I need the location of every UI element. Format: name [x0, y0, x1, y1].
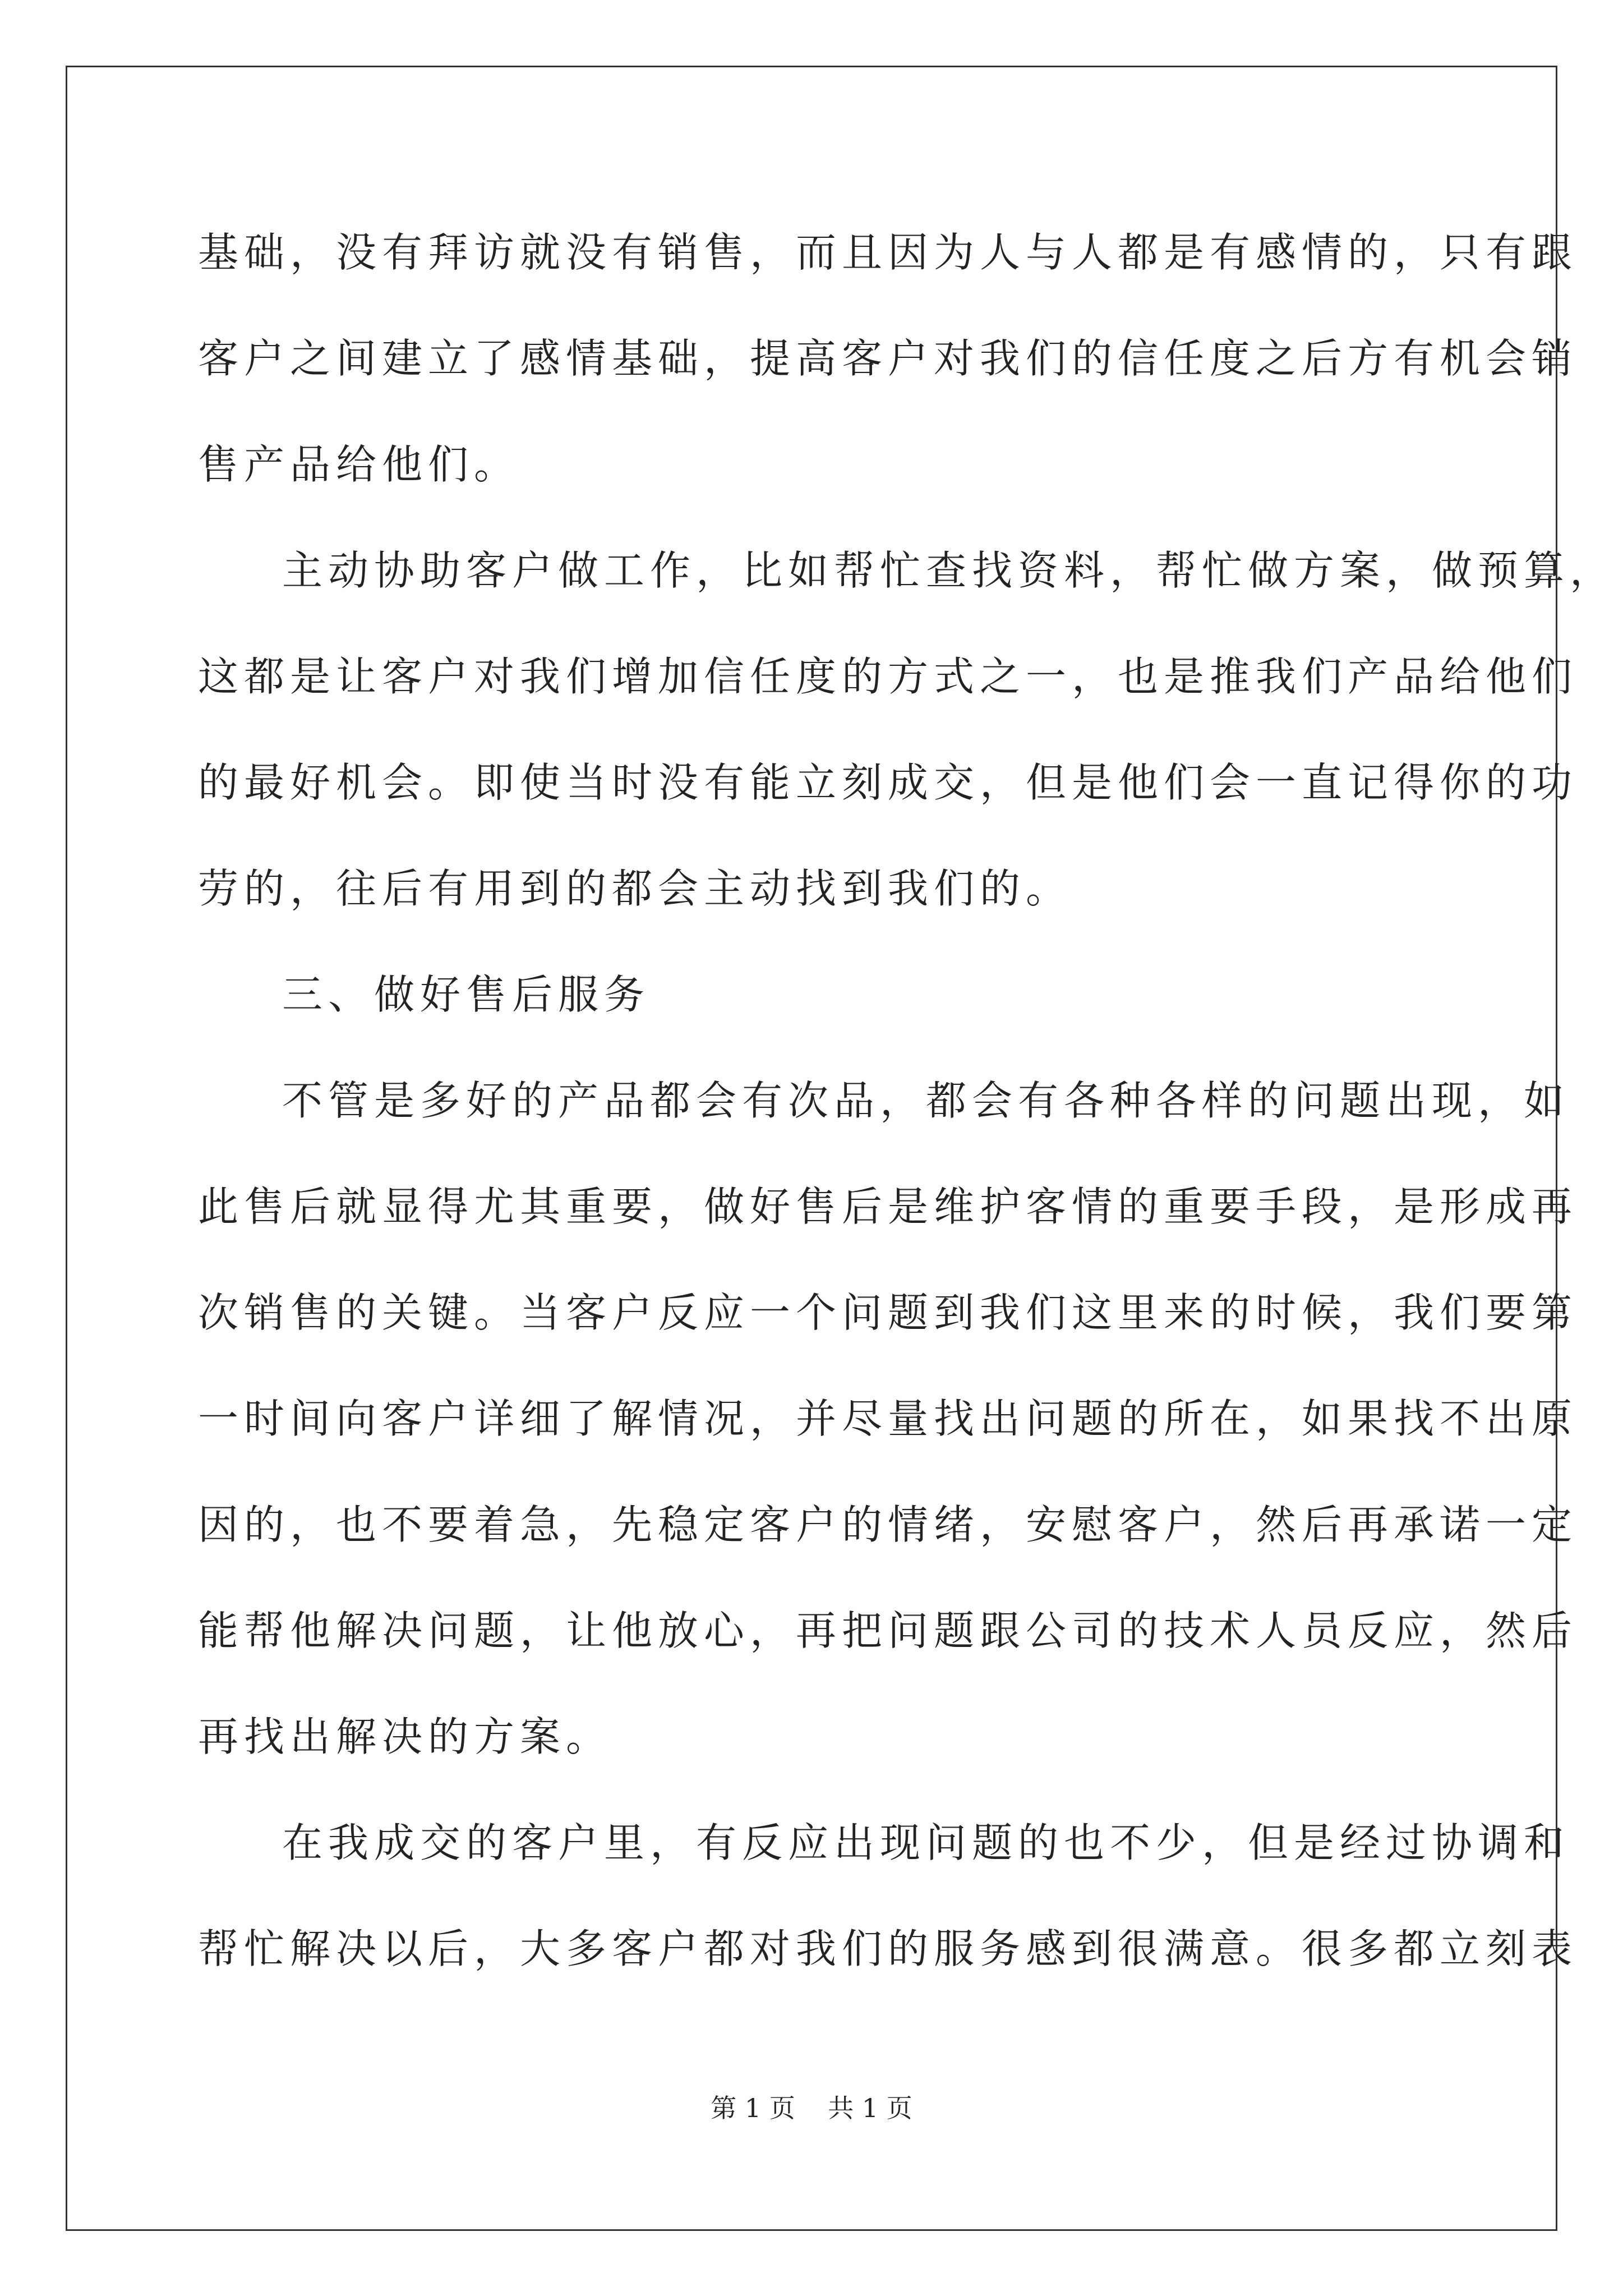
text-line: 因的，也不要着急，先稳定客户的情绪，安慰客户，然后再承诺一定: [198, 1501, 1578, 1548]
text-line: 售产品给他们。: [198, 441, 520, 488]
text-line: 此售后就显得尤其重要，做好售后是维护客情的重要手段，是形成再: [198, 1183, 1578, 1230]
text-line: 劳的，往后有用到的都会主动找到我们的。: [198, 865, 1072, 912]
text-line: 能帮他解决问题，让他放心，再把问题跟公司的技术人员反应，然后: [198, 1607, 1578, 1654]
paragraph-first-line: 主动协助客户做工作，比如帮忙查找资料，帮忙做方案，做预算，: [282, 547, 1616, 594]
paragraph-first-line: 在我成交的客户里，有反应出现问题的也不少，但是经过协调和: [282, 1819, 1570, 1866]
page-number-footer: 第 1 页 共 1 页: [711, 2093, 912, 2123]
document-body: [198, 208, 1616, 2010]
text-line: 再找出解决的方案。: [198, 1713, 612, 1760]
text-line: 基础，没有拜访就没有销售，而且因为人与人都是有感情的，只有跟: [198, 229, 1578, 276]
text-line: 客户之间建立了感情基础，提高客户对我们的信任度之后方有机会销: [198, 335, 1578, 382]
text-line: 这都是让客户对我们增加信任度的方式之一，也是推我们产品给他们: [198, 653, 1578, 700]
paragraph-first-line: 不管是多好的产品都会有次品，都会有各种各样的问题出现，如: [282, 1077, 1570, 1124]
text-line: 帮忙解决以后，大多客户都对我们的服务感到很满意。很多都立刻表: [198, 1925, 1578, 1972]
text-line: 次销售的关键。当客户反应一个问题到我们这里来的时候，我们要第: [198, 1289, 1578, 1336]
text-line: 一时间向客户详细了解情况，并尽量找出问题的所在，如果找不出原: [198, 1395, 1578, 1442]
text-line: 的最好机会。即使当时没有能立刻成交，但是他们会一直记得你的功: [198, 759, 1578, 806]
section-heading: 三、做好售后服务: [282, 971, 651, 1018]
